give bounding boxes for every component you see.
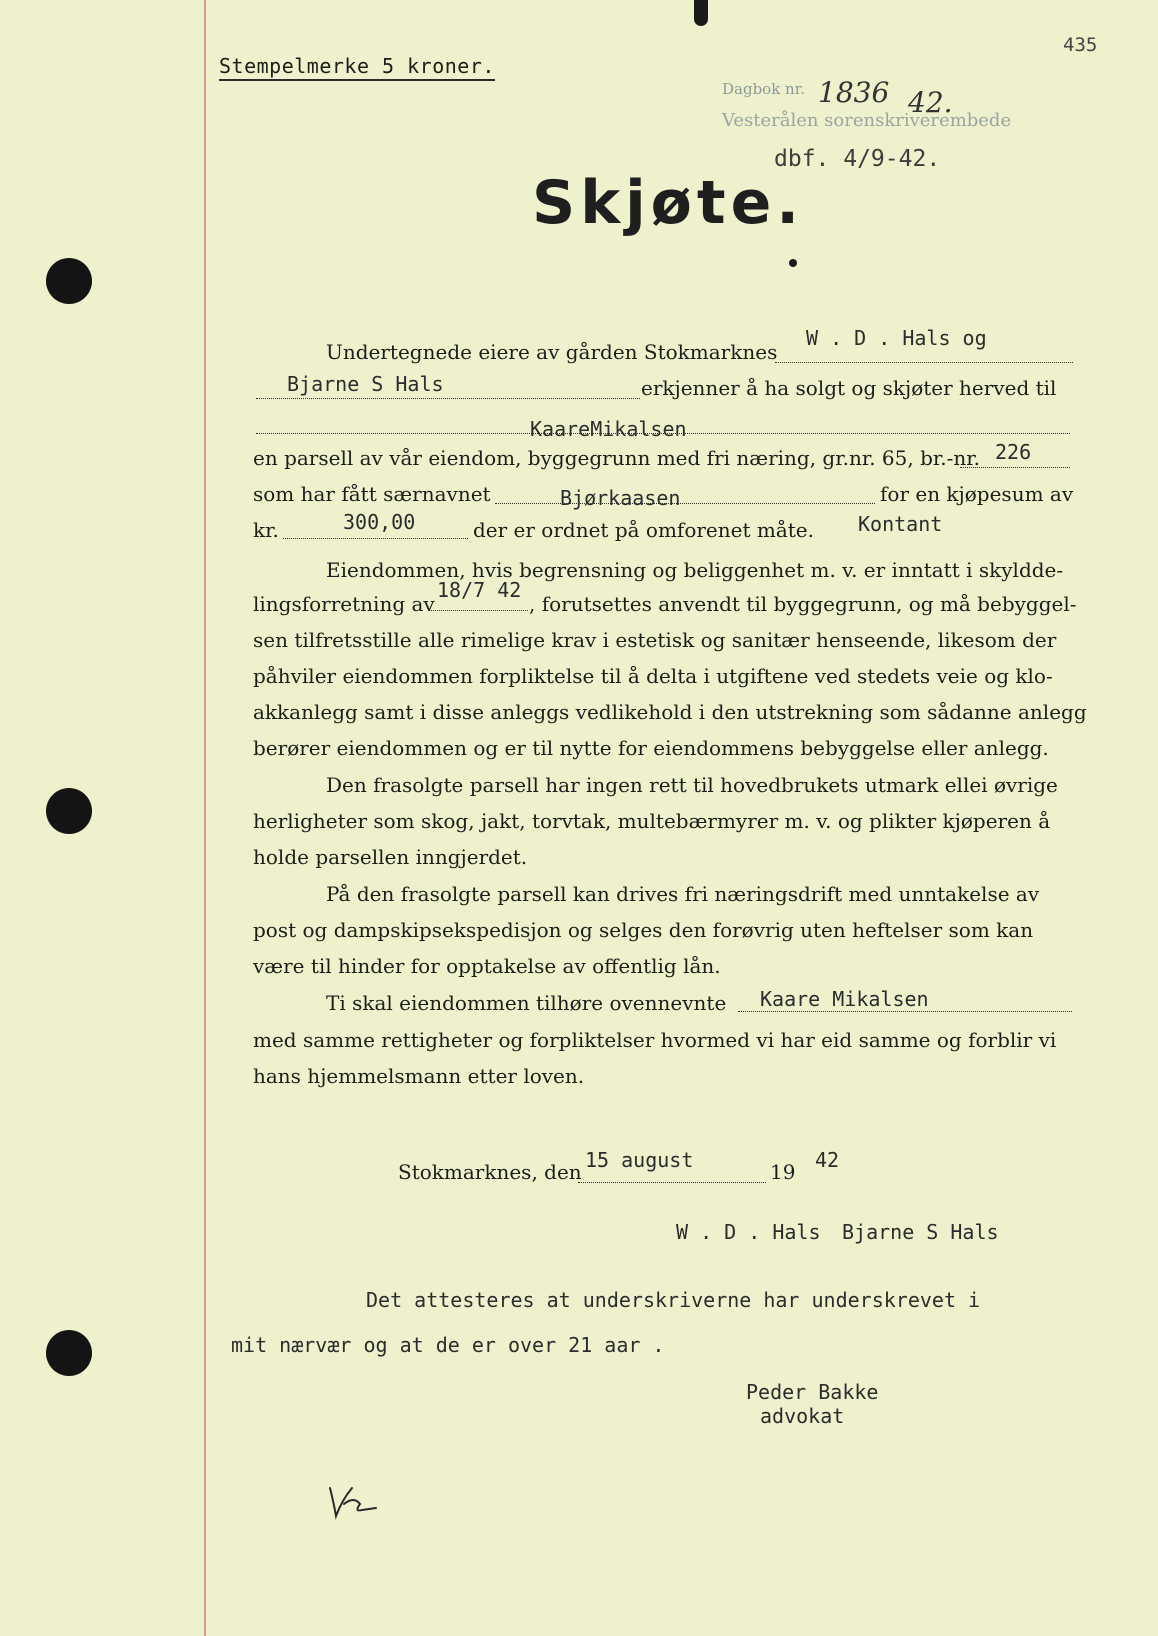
deed-line-6-kr: kr. [253, 518, 279, 542]
dating-year: 42 [815, 1148, 840, 1172]
dating-century: 19 [770, 1160, 796, 1184]
deed-line-5a: som har fått særnavnet [253, 482, 491, 506]
document-title: Skjøte. [532, 168, 805, 238]
binding-mark [694, 0, 708, 26]
survey-date-fill-line [428, 610, 528, 611]
para3-line-1: Den frasolgte parsell har ingen rett til hovedbrukets utmark ellei øvrige [326, 773, 1058, 797]
para5-line-1a: Ti skal eiendommen tilhøre ovennevnte [326, 991, 727, 1015]
para4-line-3: være til hinder for opptakelse av offentlig lån. [253, 954, 721, 978]
price: 300,00 [343, 510, 416, 534]
registry-entry-year: 42. [908, 86, 953, 119]
price-fill-line [283, 538, 468, 539]
buyer-name: KaareMikalsen [530, 417, 687, 441]
para4-line-2: post og dampskipsekspedisjon og selges den forøvrig uten heftelser som kan [253, 918, 1034, 942]
registry-dagbok-label: Dagbok nr. [722, 80, 806, 98]
deed-line-5b: for en kjøpesum av [880, 482, 1074, 506]
registry-office-stamp: Vesterålen sorenskriverembede [722, 110, 1012, 131]
stamp-label: Stempelmerke 5 kroner. [219, 54, 495, 81]
punch-hole-top [46, 258, 92, 304]
sellers-2-fill-line [256, 398, 640, 399]
margin-rule [204, 0, 206, 1636]
handwritten-initials [326, 1482, 386, 1522]
para2-line-4: påhviler eiendommen forpliktelse til å delta i utgiftene ved stedets veie og klo- [253, 664, 1053, 688]
para5-line-3: hans hjemmelsmann etter loven. [253, 1064, 585, 1088]
dating-place: Stokmarknes, den [398, 1160, 582, 1184]
deed-line-2: erkjenner å ha solgt og skjøter herved til [641, 376, 1057, 400]
page-number: 435 [1063, 34, 1098, 56]
registry-entry-number: 1836 [818, 76, 890, 109]
property-name: Bjørkaasen [560, 486, 681, 510]
br-nr: 226 [995, 440, 1032, 464]
registry-dbf: dbf. 4/9-42. [774, 146, 941, 172]
para2-line-2a: lingsforretning av [253, 592, 435, 616]
sellers-fill-line [775, 362, 1073, 363]
br-nr-fill-line [960, 467, 1070, 468]
date-fill-line [578, 1182, 766, 1183]
survey-date: 18/7 42 [437, 578, 522, 602]
payment-method: Kontant [858, 512, 943, 536]
signature-seller-1: W . D . Hals [676, 1220, 821, 1244]
ink-dot [789, 259, 797, 267]
sellers-typed-2: Bjarne S Hals [287, 372, 444, 396]
para2-line-5: akkanlegg samt i disse anleggs vedlikehold i den utstrekning som sådanne anlegg [253, 700, 1087, 724]
para2-line-6: berører eiendommen og er til nytte for eiendommens bebyggelse eller anlegg. [253, 736, 1049, 760]
attestation-name: Peder Bakke [746, 1380, 879, 1404]
attestation-line-2: mit nærvær og at de er over 21 aar . [231, 1333, 665, 1357]
property-fill-line [495, 503, 875, 504]
deed-line-4: en parsell av vår eiendom, byggegrunn med fri næring, gr.nr. 65, br.-nr. [253, 446, 980, 470]
new-owner: Kaare Mikalsen [760, 987, 929, 1011]
deed-line-6b: der er ordnet på omforenet måte. [473, 518, 814, 542]
sellers-typed-1: W . D . Hals og [806, 326, 987, 350]
new-owner-fill-line [738, 1011, 1072, 1012]
punch-hole-middle [46, 788, 92, 834]
para3-line-3: holde parsellen inngjerdet. [253, 845, 528, 869]
para2-line-2b: , forutsettes anvendt til byggegrunn, og må bebyggel- [529, 592, 1077, 616]
para4-line-1: På den frasolgte parsell kan drives fri næringsdrift med unntakelse av [326, 882, 1040, 906]
punch-hole-bottom [46, 1330, 92, 1376]
attestation-title: advokat [760, 1404, 845, 1428]
para2-line-3: sen tilfretsstille alle rimelige krav i estetisk og sanitær henseende, likesom der [253, 628, 1057, 652]
deed-line-1: Undertegnede eiere av gården Stokmarknes [326, 340, 778, 364]
para3-line-2: herligheter som skog, jakt, torvtak, multebærmyrer m. v. og plikter kjøperen å [253, 809, 1051, 833]
attestation-line-1: Det attesteres at underskriverne har underskrevet i [366, 1288, 981, 1312]
para2-line-1: Eiendommen, hvis begrensning og beliggenhet m. v. er inntatt i skyldde- [326, 558, 1064, 582]
para5-line-2: med samme rettigheter og forpliktelser hvormed vi har eid samme og forblir vi [253, 1028, 1057, 1052]
signature-seller-2: Bjarne S Hals [842, 1220, 999, 1244]
dating-day-month: 15 august [585, 1148, 694, 1172]
